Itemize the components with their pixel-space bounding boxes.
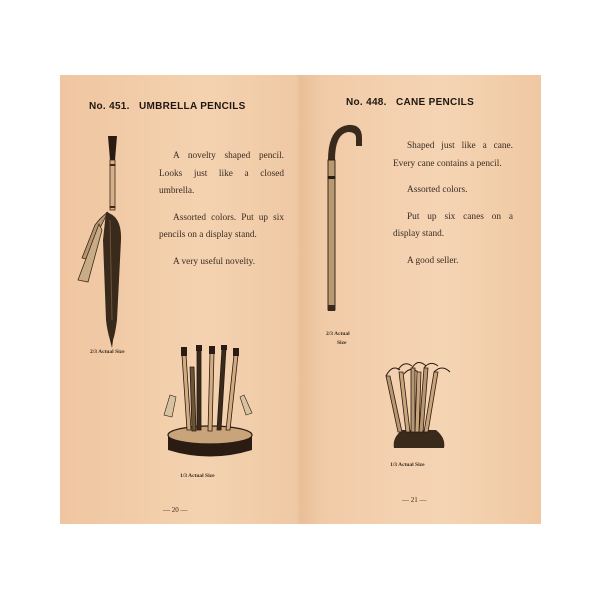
umbrella-single-caption: 2/3 Actual Size	[90, 349, 125, 355]
cane-single-caption-line2: Size	[337, 340, 347, 346]
description-paragraph: Put up six canes on a display stand.	[393, 211, 513, 239]
cane-stand-caption: 1/3 Actual Size	[390, 462, 425, 468]
description-paragraph: Assorted colors.	[407, 185, 468, 195]
umbrella-stand-illustration	[160, 345, 260, 465]
cane-pencils-heading: No. 448. CANE PENCILS	[346, 97, 475, 108]
description-paragraph: Shaped just like a cane. Every cane contains a pencil.	[393, 141, 513, 169]
catalog-spread	[60, 75, 541, 524]
cane-pencils-description	[393, 138, 513, 279]
umbrella-pencil-illustration	[70, 130, 140, 350]
description-paragraph: A novelty shaped pencil. Looks just like a closed umbrella.	[159, 151, 284, 196]
cane-pencil-illustration	[318, 120, 368, 330]
description-paragraph: Assorted colors. Put up six pencils on a display stand.	[159, 212, 284, 240]
cane-stand-illustration	[372, 360, 462, 455]
page-number-right: — 21 —	[402, 496, 427, 504]
page-number-left: — 20 —	[163, 506, 188, 514]
cane-single-caption-line1: 2/3 Actual	[326, 331, 350, 337]
umbrella-pencils-heading: No. 451. UMBRELLA PENCILS	[89, 101, 246, 112]
description-paragraph: A good seller.	[407, 255, 459, 266]
umbrella-pencils-description	[159, 148, 284, 280]
description-paragraph: A very useful novelty.	[173, 256, 256, 267]
umbrella-stand-caption: 1/3 Actual Size	[180, 473, 215, 479]
